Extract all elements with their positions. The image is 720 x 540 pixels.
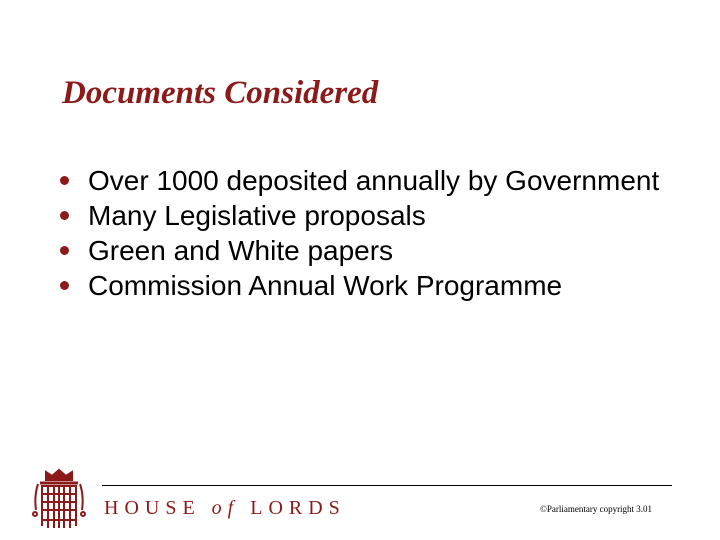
bullet-text: Green and White papers <box>88 235 394 266</box>
slide-title: Documents Considered <box>62 75 379 111</box>
bullet-list <box>60 163 680 303</box>
bullet-item <box>60 163 680 198</box>
bullet-item <box>60 268 680 303</box>
bullet-text: Over 1000 deposited annually by Government <box>88 165 660 196</box>
bullet-dot-icon <box>60 246 69 255</box>
bullet-dot-icon <box>60 176 69 185</box>
footer-divider <box>102 485 672 486</box>
bullet-item <box>60 198 680 233</box>
bullet-text: Commission Annual Work Programme <box>88 270 563 301</box>
bullet-dot-icon <box>60 211 69 220</box>
wordmark-lords: LORDS <box>250 497 346 519</box>
house-of-lords-wordmark <box>104 495 346 521</box>
portcullis-crest-icon <box>26 466 92 532</box>
wordmark-house: HOUSE <box>104 497 201 519</box>
bullet-dot-icon <box>60 281 69 290</box>
copyright-notice: ©Parliamentary copyright 3.01 <box>540 504 653 514</box>
bullet-text: Many Legislative proposals <box>88 200 426 231</box>
wordmark-of: of <box>211 497 240 519</box>
bullet-item <box>60 233 680 268</box>
